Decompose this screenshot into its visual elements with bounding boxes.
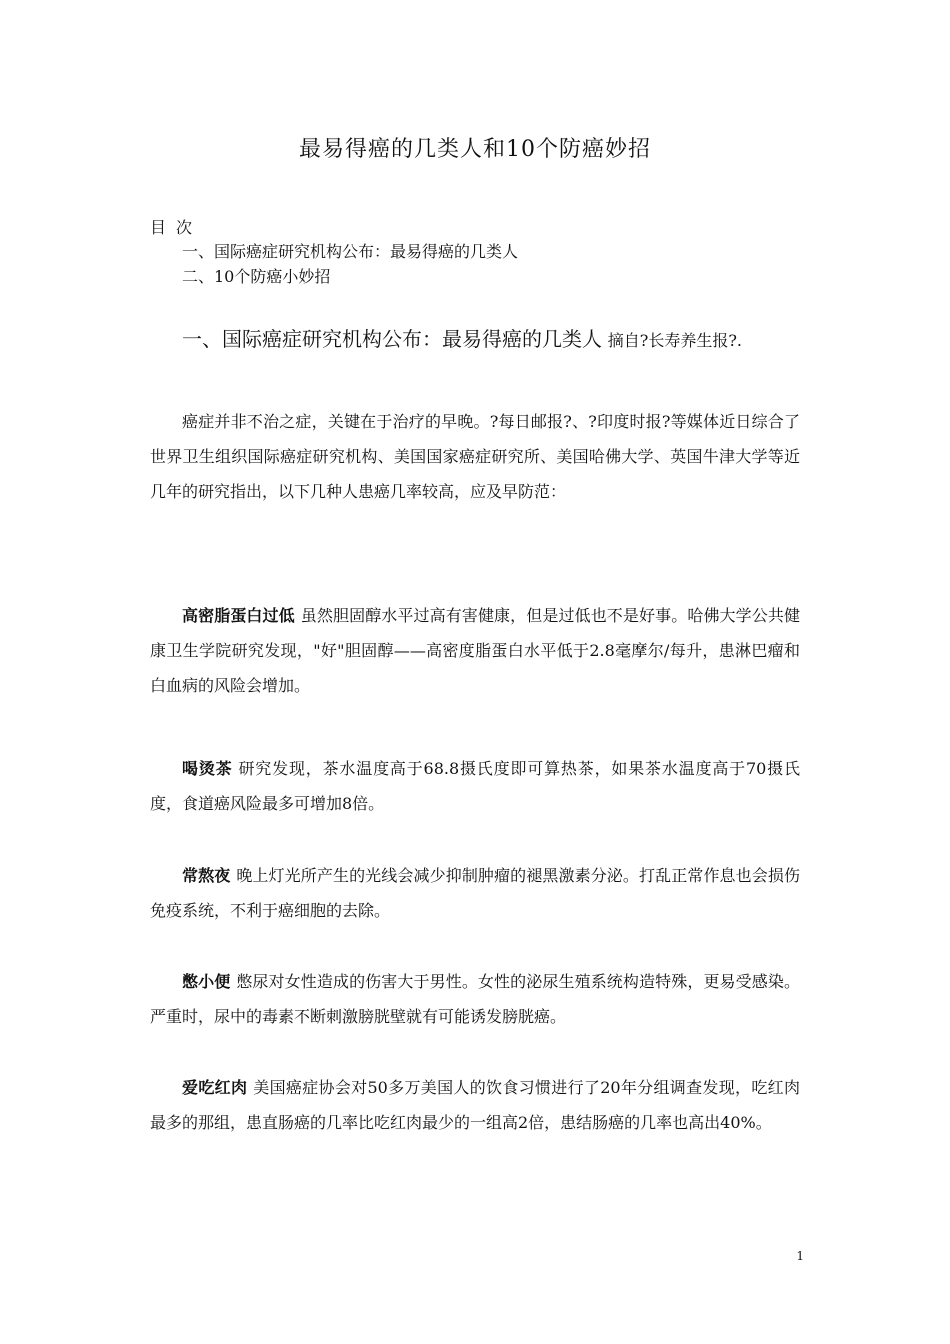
risk-item-keyword: 高密脂蛋白过低 bbox=[182, 606, 295, 625]
section-heading bbox=[150, 322, 800, 358]
risk-item-late-nights bbox=[150, 858, 800, 928]
risk-item-hot-tea bbox=[150, 751, 800, 821]
risk-item-text: 虽然胆固醇水平过高有害健康，但是过低也不是好事。哈佛大学公共健康卫生学院研究发现，"好"胆固醇——高密度脂蛋白水平低于2.8毫摩尔/每升，患淋巴瘤和白血病的风险会增加。 bbox=[150, 606, 800, 695]
toc-label: 目次 bbox=[150, 218, 203, 237]
page-number: 1 bbox=[796, 1249, 804, 1263]
risk-item-text: 晚上灯光所产生的光线会减少抑制肿瘤的褪黑激素分泌。打乱正常作息也会损伤免疫系统，不利于癌细胞的去除。 bbox=[150, 866, 800, 920]
risk-item-keyword: 憋小便 bbox=[182, 972, 231, 991]
intro-paragraph: 癌症并非不治之症，关键在于治疗的早晚。?每日邮报?、?印度时报?等媒体近日综合了世界卫生组织国际癌症研究机构、美国国家癌症研究所、美国哈佛大学、英国牛津大学等近几年的研究指出，以下几种人患癌几率较高，应及早防范： bbox=[150, 412, 800, 501]
risk-item-keyword: 喝烫茶 bbox=[182, 759, 233, 778]
risk-item-holding-urine bbox=[150, 964, 800, 1034]
risk-item-text: 憋尿对女性造成的伤害大于男性。女性的泌尿生殖系统构造特殊，更易受感染。严重时，尿中的毒素不断刺激膀胱壁就有可能诱发膀胱癌。 bbox=[150, 972, 800, 1026]
risk-item-keyword: 爱吃红肉 bbox=[182, 1078, 248, 1097]
toc-item-2: 二、10个防癌小妙招 bbox=[182, 267, 331, 286]
toc-item-1: 一、国际癌症研究机构公布：最易得癌的几类人 bbox=[182, 242, 519, 261]
risk-item-keyword: 常熬夜 bbox=[182, 866, 231, 885]
risk-item-low-hdl bbox=[150, 598, 800, 703]
risk-item-red-meat bbox=[150, 1070, 800, 1140]
section-heading-source: 摘自?长寿养生报?. bbox=[607, 331, 742, 350]
section-heading-title: 一、国际癌症研究机构公布：最易得癌的几类人 bbox=[182, 327, 602, 351]
risk-item-text: 研究发现，茶水温度高于68.8摄氏度即可算热茶，如果茶水温度高于70摄氏度，食道癌风险最多可增加8倍。 bbox=[150, 759, 800, 813]
document-title: 最易得癌的几类人和10个防癌妙招 bbox=[299, 137, 651, 162]
risk-item-text: 美国癌症协会对50多万美国人的饮食习惯进行了20年分组调查发现，吃红肉最多的那组，患直肠癌的几率比吃红肉最少的一组高2倍，患结肠癌的几率也高出40%。 bbox=[150, 1078, 800, 1132]
